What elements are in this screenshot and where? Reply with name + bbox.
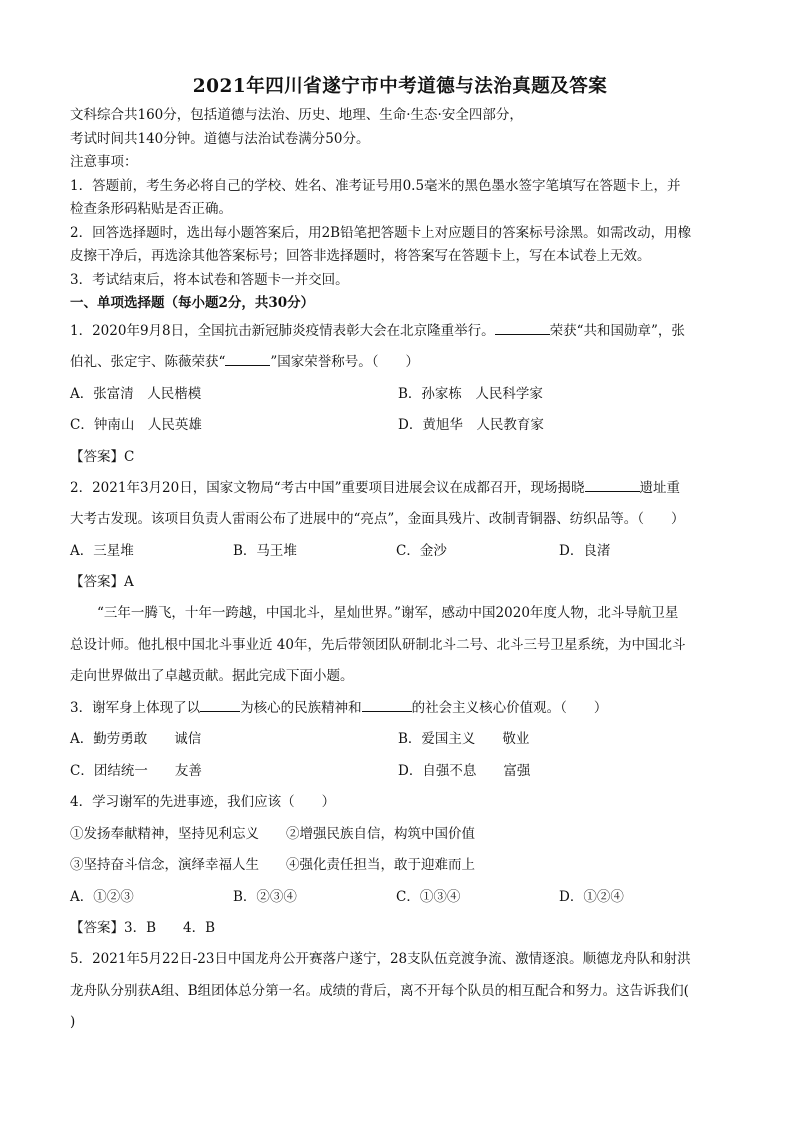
answer-blank (362, 693, 412, 712)
options-row (70, 410, 730, 442)
option-d: D．自强不息 富强 (398, 762, 531, 779)
page-title: 2021年四川省遂宁市中考道德与法治真题及答案 (192, 76, 608, 97)
passage-line: 总设计师。他扎根中国北斗事业近 40年，先后带领团队研制北斗二号、北斗三号卫星系统，为中国北斗 (70, 636, 686, 653)
option-c: C．①③④ (396, 888, 461, 905)
intro-line: 考试时间共140分钟。道德与法治试卷满分50分。 (70, 130, 370, 147)
question-text: 荣获“共和国勋章”，张 (549, 322, 685, 339)
answer-line: 【答案】A (70, 574, 134, 590)
answer-blank (200, 693, 240, 712)
question-text: 的社会主义核心价值观。（ ） (411, 699, 608, 716)
option-a: A．张富清 人民楷模 (70, 385, 202, 402)
question-5-line: ) (70, 1014, 76, 1030)
notice-heading: 注意事项： (70, 154, 138, 170)
notice-line: 2．回答选择题时，选出每小题答案后，用2B铅笔把答题卡上对应题目的答案标号涂黑。如需改动，用橡 (70, 224, 692, 241)
passage-line: 走向世界做出了卓越贡献。据此完成下面小题。 (70, 668, 354, 684)
options-row (70, 756, 730, 788)
question-1-line (70, 316, 730, 348)
statement-line: ①发扬奉献精神，坚持见利忘义 ②增强民族自信，构筑中国价值 (70, 825, 475, 842)
question-text: 2．2021年3月20日，国家文物局“考古中国”重要项目进展会议在成都召开，现场揭晓 (70, 479, 585, 496)
options-row (70, 724, 730, 756)
option-c: C．钟南山 人民英雄 (70, 417, 202, 433)
option-d: D．良渚 (559, 542, 611, 559)
question-text: 1．2020年9月8日，全国抗击新冠肺炎疫情表彰大会在北京隆重举行。 (70, 322, 495, 339)
question-text: 为核心的民族精神和 (240, 699, 362, 716)
option-a: A．①②③ (70, 888, 134, 905)
answer-blank (225, 347, 270, 366)
option-b: B．马王堆 (233, 542, 297, 559)
notice-line: 1．答题前，考生务必将自己的学校、姓名、准考证号用0.5毫米的黑色墨水签字笔填写在答题卡上，并 (70, 177, 681, 194)
question-5-line: 龙舟队分别获A组、B组团体总分第一名。成绩的背后，离不开每个队员的相互配合和努力。这告诉我们( (70, 982, 689, 999)
question-3-line (70, 693, 730, 725)
question-2-line (70, 473, 730, 505)
options-row (70, 536, 730, 568)
option-b: B．孙家栋 人民科学家 (398, 385, 543, 402)
question-5-line: 5．2021年5月22日-23日中国龙舟公开赛落户遂宁，28支队伍竞渡争流、激情逐浪。顺德龙舟队和射洪 (70, 951, 691, 967)
option-c: C．团结统一 友善 (70, 762, 202, 779)
options-row (70, 882, 730, 914)
answer-line: 【答案】3．B 4．B (70, 920, 216, 936)
notice-line: 皮擦干净后，再选涂其他答案标号；回答非选择题时，将答案写在答题卡上，写在本试卷上无效。 (70, 248, 651, 264)
question-text: 伯礼、张定宇、陈薇荣获“ (70, 354, 226, 370)
exam-page (70, 66, 730, 1039)
section-heading: 一、单项选择题（每小题2分，共30分） (70, 295, 315, 311)
option-b: B．爱国主义 敬业 (398, 731, 530, 747)
intro-line: 文科综合共160分，包括道德与法治、历史、地理、生命·生态·安全四部分， (70, 107, 523, 123)
answer-line: 【答案】C (70, 448, 135, 465)
options-row (70, 379, 730, 411)
question-text: ”国家荣誉称号。（ ） (270, 354, 420, 370)
answer-blank (585, 473, 640, 492)
passage-line: “三年一腾飞，十年一跨越，中国北斗，星灿世界。”谢军，感动中国2020年度人物，北斗导航卫星 (97, 605, 679, 621)
answer-blank (495, 316, 550, 335)
question-text: 遗址重 (639, 479, 681, 496)
option-d: D．黄旭华 人民教育家 (398, 417, 544, 433)
option-c: C．金沙 (396, 542, 447, 559)
statement-line: ③坚持奋斗信念，演绎幸福人生 ④强化责任担当，敢于迎难而上 (70, 857, 475, 873)
question-1-line (70, 347, 730, 379)
option-d: D．①②④ (559, 888, 624, 905)
notice-line: 3．考试结束后，将本试卷和答题卡一并交回。 (70, 271, 349, 288)
question-2-line: 大考古发现。该项目负责人雷雨公布了进展中的“亮点”，金面具残片、改制青铜器、纺织品等。（ ） (70, 511, 685, 527)
question-text: 3．谢军身上体现了以 (70, 699, 201, 716)
option-a: A．勤劳勇敢 诚信 (70, 731, 202, 747)
notice-line: 检查条形码粘贴是否正确。 (70, 201, 232, 217)
option-a: A．三星堆 (70, 542, 134, 559)
option-b: B．②③④ (233, 888, 297, 905)
question-4-stem: 4．学习谢军的先进事迹，我们应该（ ） (70, 794, 336, 810)
